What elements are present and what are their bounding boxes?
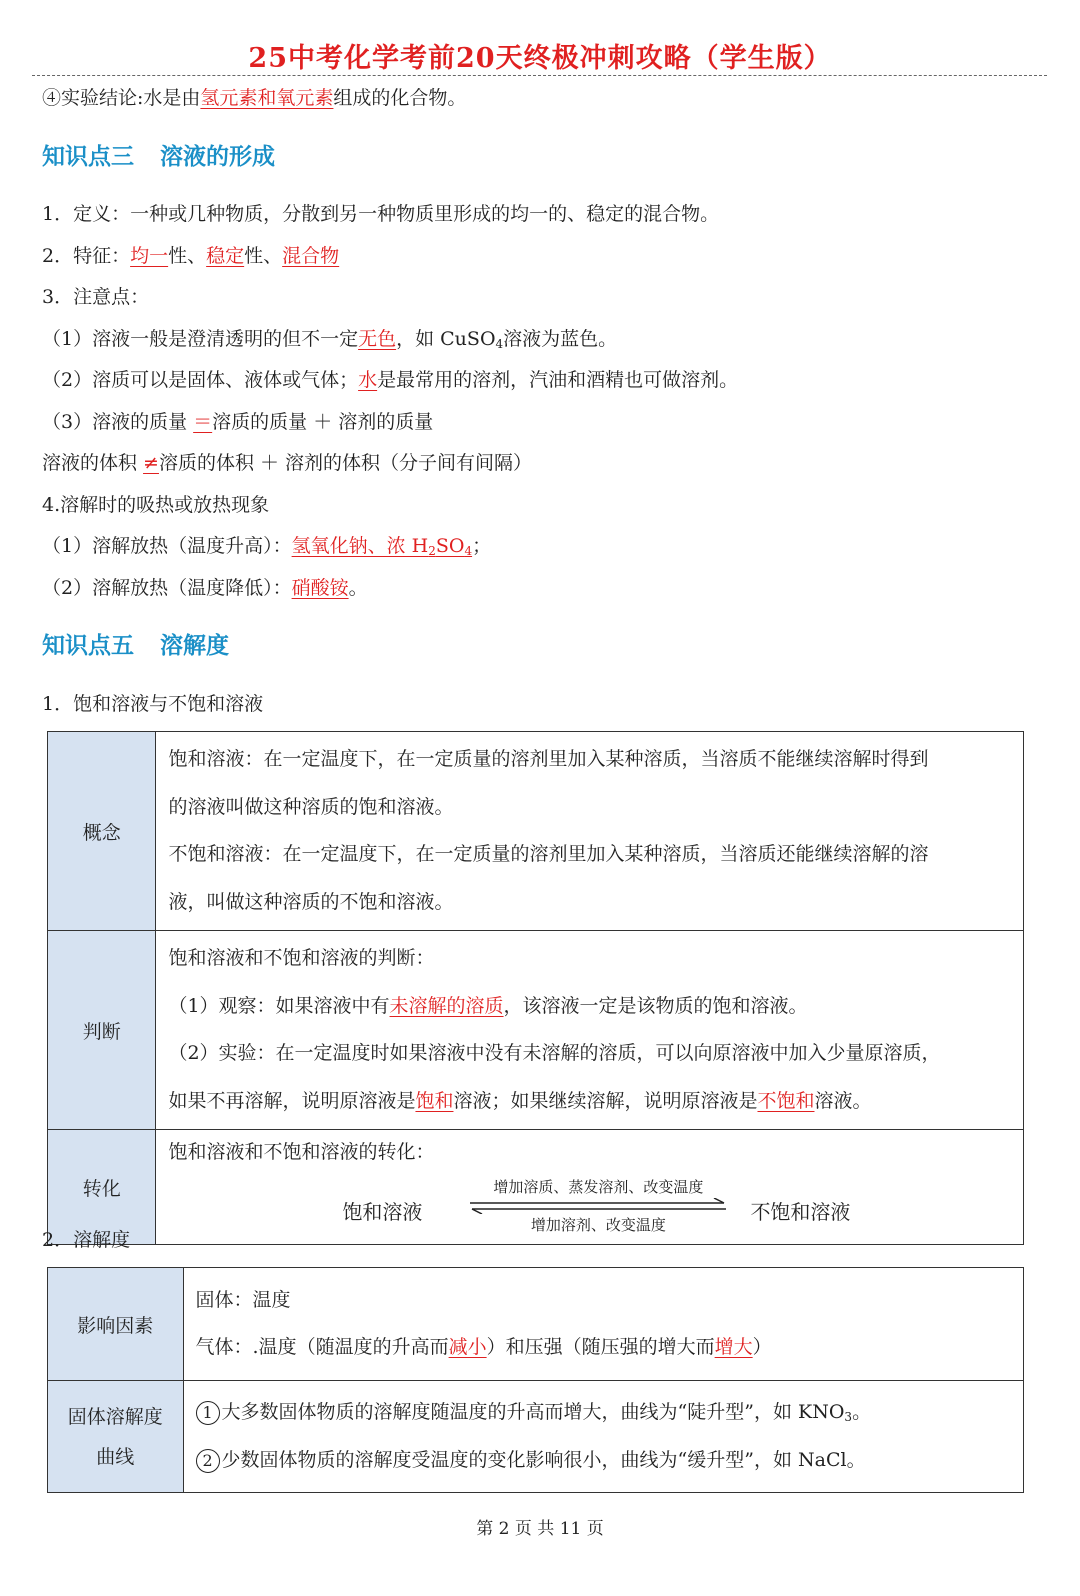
- definition-line: 1．定义：一种或几种物质，分散到另一种物质里形成的均一的、稳定的混合物。: [42, 203, 720, 225]
- reversible-arrow-icon: [466, 1198, 730, 1214]
- row-head-conversion: 转化: [48, 1130, 156, 1245]
- heat-1: （1）溶解放热（温度升高）：氢氧化钠、浓 $H_2SO_4$；: [42, 535, 492, 558]
- judge-cell: 饱和溶液和不饱和溶液的判断： （1）观察：如果溶液中有未溶解的溶质，该溶液一定是该物质的饱和溶液。 （2）实验：在一定温度时如果溶液中没有未溶解的溶质，可以向原溶液中加入少量原溶质， 如果不再溶解，说明原溶液是饱和溶液；如果继续溶解，说明原溶液是不饱和溶液。: [156, 931, 1024, 1130]
- concept-cell: 饱和溶液：在一定温度下，在一定质量的溶剂里加入某种溶质，当溶质不能继续溶解时得到 的溶液叫做这种溶质的饱和溶液。 不饱和溶液：在一定温度下，在一定质量的溶剂里加入某种溶质，当溶质还能继续溶解的溶 液，叫做这种溶质的不饱和溶液。: [156, 732, 1024, 931]
- row-head-factors: 影响因素: [48, 1268, 184, 1381]
- conv-forward-condition: 增加溶质、蒸发溶剂、改变温度: [493, 1178, 704, 1196]
- conversion-cell: 饱和溶液和不饱和溶液的转化： 饱和溶液 增加溶质、蒸发溶剂、改变温度 增加溶剂、改变温度 不饱和溶液: [156, 1130, 1024, 1245]
- note-1: （1）溶液一般是澄清透明的但不一定无色，如 CuSO$_4$溶液为蓝色。: [42, 328, 618, 351]
- heat-2: （2）溶解放热（温度降低）：硝酸铵。: [42, 577, 368, 599]
- conv-left-label: 饱和溶液: [342, 1200, 423, 1224]
- note-3: （3）溶液的质量 ＝溶质的质量 ＋ 溶剂的质量: [42, 411, 434, 433]
- answer-blank: 氢元素和氧元素: [200, 87, 334, 109]
- subheading-solubility: 2．溶解度: [42, 1229, 131, 1251]
- conv-reverse-condition: 增加溶剂、改变温度: [530, 1216, 666, 1234]
- page-header-title: 25中考化学考前20天终极冲刺攻略（学生版）: [248, 43, 832, 74]
- notes-title: 3．注意点：: [42, 286, 150, 308]
- header-divider: [32, 75, 1047, 76]
- section-heading-kp5: 知识点五 溶解度: [42, 633, 229, 659]
- circled-number: 2: [196, 1449, 220, 1473]
- conversion-diagram: [168, 1170, 1011, 1240]
- note-4: 溶液的体积 ≠溶质的体积 ＋ 溶剂的体积（分子间有间隔）: [42, 452, 533, 474]
- experiment-conclusion: ④实验结论:水是由氢元素和氧元素组成的化合物。: [42, 87, 467, 109]
- factors-cell: 固体：温度 气体：.温度（随温度的升高而减小）和压强（随压强的增大而增大）: [183, 1268, 1023, 1381]
- note-2: （2）溶质可以是固体、液体或气体；水是最常用的溶剂，汽油和酒精也可做溶剂。: [42, 369, 739, 391]
- feature-line: 2．特征：均一性、稳定性、混合物: [42, 245, 340, 267]
- solubility-table: [47, 1267, 1024, 1493]
- saturation-table: [47, 731, 1024, 1245]
- page-footer: 第 2 页 共 11 页: [476, 1519, 604, 1539]
- section-heading-kp3: 知识点三 溶液的形成: [42, 144, 275, 170]
- circled-number: 1: [196, 1401, 220, 1425]
- row-head-curve: 固体溶解度 曲线: [48, 1381, 184, 1493]
- curve-cell: 1 大多数固体物质的溶解度随温度的升高而增大，曲线为“陡升型”，如 $KNO_3$。 2 少数固体物质的溶解度受温度的变化影响很小，曲线为“缓升型”，如 NaCl。: [183, 1381, 1023, 1493]
- heat-title: 4.溶解时的吸热或放热现象: [42, 494, 270, 516]
- conv-right-label: 不饱和溶液: [750, 1200, 851, 1224]
- subheading-saturation: 1．饱和溶液与不饱和溶液: [42, 693, 264, 715]
- row-head-judge: 判断: [48, 931, 156, 1130]
- row-head-concept: 概念: [48, 732, 156, 931]
